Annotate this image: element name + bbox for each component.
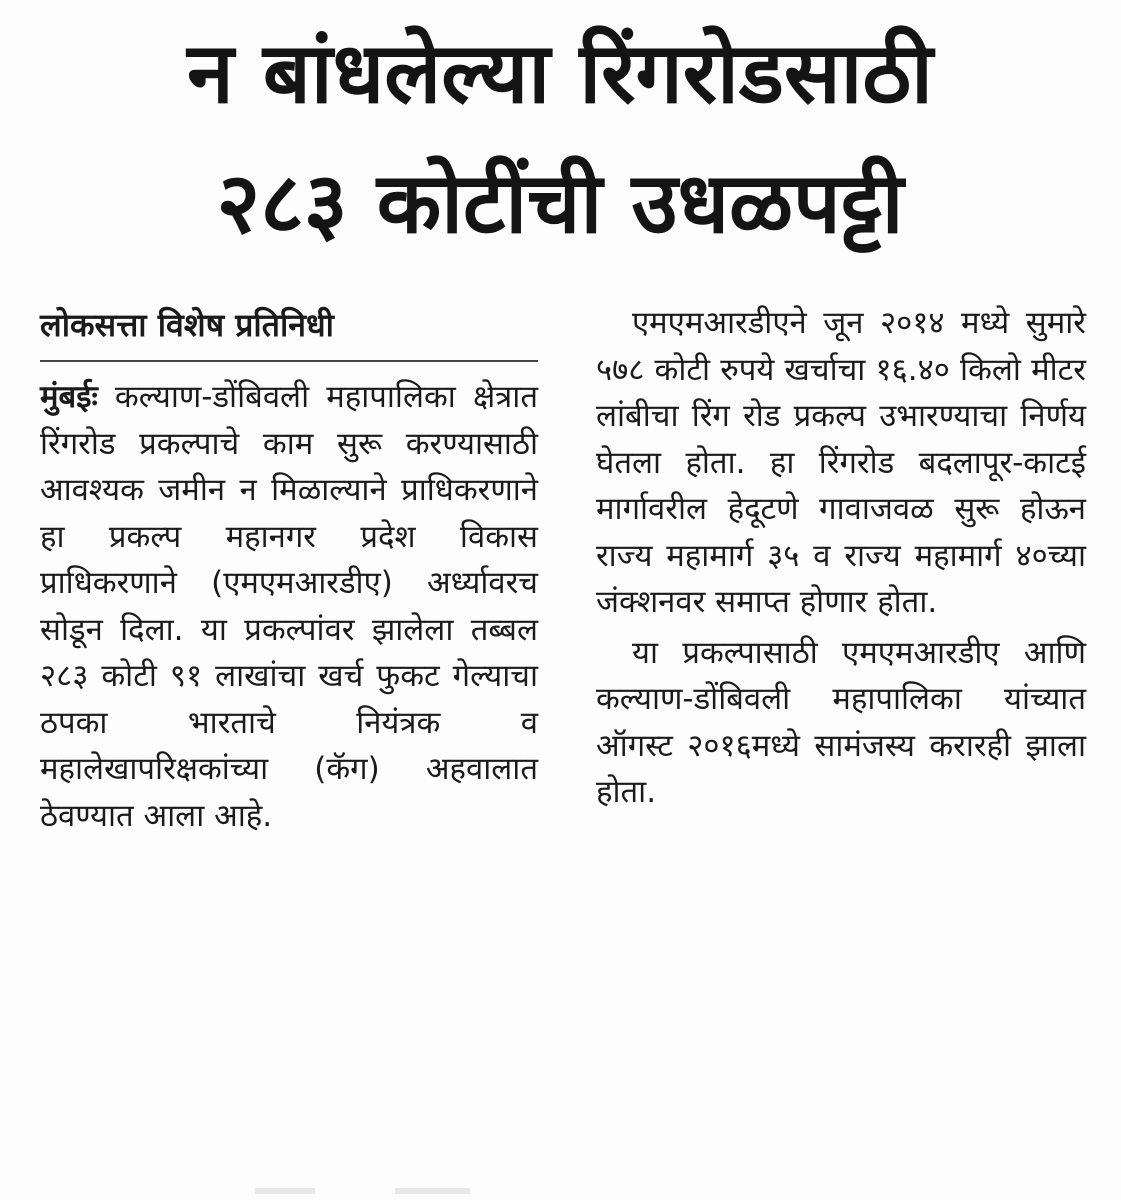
byline: लोकसत्ता विशेष प्रतिनिधी [40,300,538,362]
right-column-paragraph-1: एमएमआरडीएने जून २०१४ मध्ये सुमारे ५७८ कोटी रुपये खर्चाचा १६.४० किलो मीटर लांबीचा रिंग रोड प्रकल्प उभारण्याचा निर्णय घेतला होता. हा रिंगरोड बदलापूर-काटई मार्गावरील हेदूटणे गावाजवळ सुरू होऊन राज्य महामार्ग ३५ व राज्य महामार्ग ४०च्या जंक्शनवर समाप्त होणार होता. [596,305,1086,620]
headline-line-1: न बांधलेल्या रिंगरोडसाठी [187,24,933,122]
left-column [40,300,538,839]
headline-line-2: २८३ कोटींची उधळपट्टी [216,154,904,252]
left-column-body [40,374,538,839]
right-column [596,300,1086,816]
bottom-edge-mark [395,1188,470,1194]
left-column-text: कल्याण-डोंबिवली महापालिका क्षेत्रात रिंगरोड प्रकल्पाचे काम सुरू करण्यासाठी आवश्यक जमीन न मिळाल्याने प्राधिकरणाने हा प्रकल्प महानगर प्रदेश विकास प्राधिकरणाने (एमएमआरडीए) अर्ध्यावरच सोडून दिला. या प्रकल्पांवर झालेला तब्बल २८३ कोटी ९१ लाखांचा खर्च फुकट गेल्याचा ठपका भारताचे नियंत्रक व महालेखापरिक्षकांच्या (कॅग) अहवालात ठेवण्यात आला आहे. [40,379,538,834]
right-column-paragraph-2: या प्रकल्पासाठी एमएमआरडीए आणि कल्याण-डोंबिवली महापालिका यांच्यात ऑगस्ट २०१६मध्ये सामंजस्य करारही झाला होता. [596,634,1086,810]
dateline: मुंबईः [40,379,98,415]
bottom-edge-mark [255,1188,315,1194]
